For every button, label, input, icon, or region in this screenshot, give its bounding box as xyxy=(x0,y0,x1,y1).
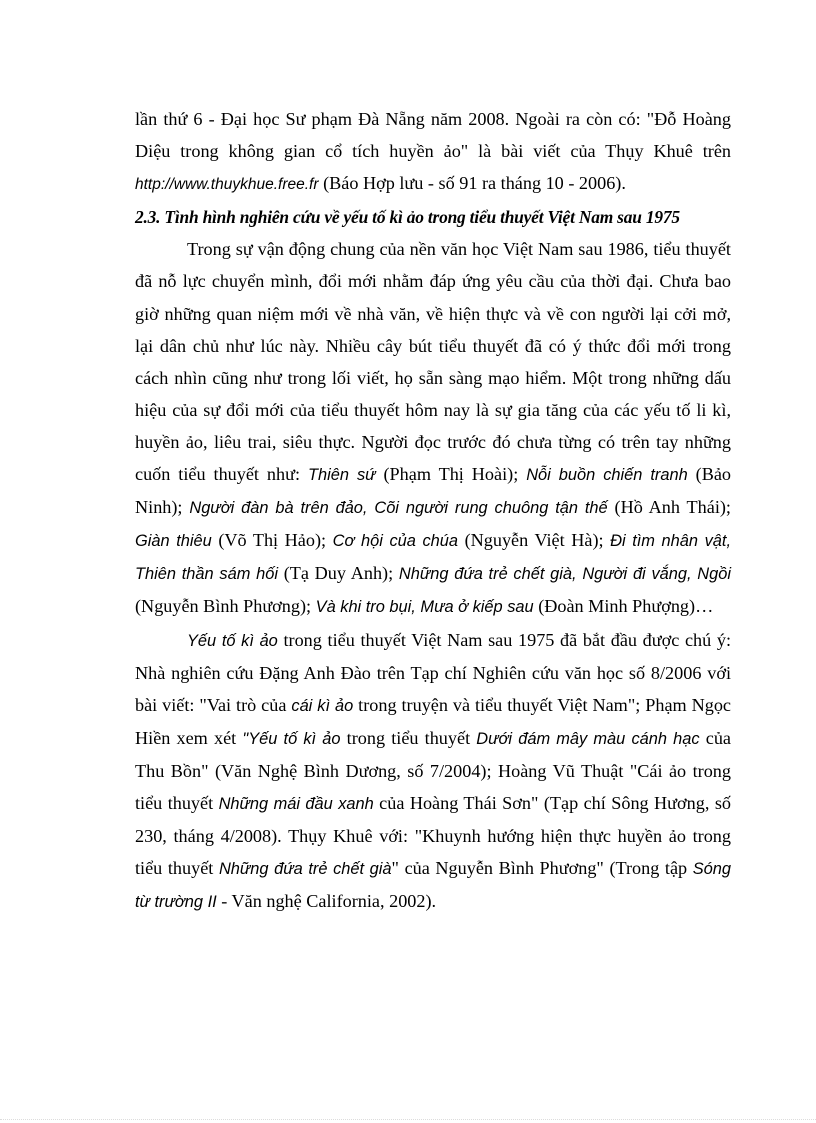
book-title: Thiên sứ xyxy=(307,466,376,485)
text-run: của Thu Bồn" (Văn Nghệ Bình Dương, số 7/2004); Hoàng Vũ Thuật "Cái ảo trong tiểu thuyết xyxy=(135,727,732,813)
book-title: Dưới đám mây màu cánh hạc xyxy=(476,729,700,748)
book-title: Người đàn bà trên đảo, Cõi người rung chuông tận thế xyxy=(189,499,608,518)
book-title: Đi tìm nhân vật, Thiên thần sám hối xyxy=(135,532,731,584)
text-run: (Phạm Thị Hoài); xyxy=(375,464,527,485)
text-run: (Bảo Ninh); xyxy=(135,464,732,518)
book-title: Những mái đầu xanh xyxy=(218,794,374,813)
book-title: Và khi tro bụi, Mưa ở kiếp sau xyxy=(315,598,534,617)
text-run: trong tiểu thuyết xyxy=(340,727,477,748)
text-run: Trong sự vận động chung của nền văn học Việt Nam sau 1986, tiểu thuyết đã nỗ lực chuyển mình, đổi mới nhằm đáp ứng yêu cầu của thời đại. Chưa bao giờ những quan niệm mới về nhà văn, về hiện thực và về con người lại cởi mở, lại dân chủ như lúc này. Nhiều cây bút tiểu thuyết đã có ý thức đổi mới trong cách nhìn cũng như trong lối viết, họ sẵn sàng mạo hiểm. Một trong những dấu hiệu của sự đổi mới của tiểu thuyết hôm nay là sự gia tăng của các yếu tố li kì, huyền ảo, liêu trai, siêu thực. Người đọc trước đó chưa từng có trên tay những cuốn tiểu thuyết như: xyxy=(135,239,731,485)
emphasis-term: cái kì ảo xyxy=(291,696,354,715)
paragraph-continuation xyxy=(135,103,731,201)
text-run: trong truyện và tiểu thuyết Việt Nam"; Phạm Ngọc Hiền xem xét xyxy=(135,694,731,748)
text-run: - Văn nghệ California, 2002). xyxy=(216,891,437,912)
book-title: Những đứa trẻ chết già, Người đi vắng, Ngồi xyxy=(398,565,731,584)
book-title: Sóng từ trường II xyxy=(135,860,732,912)
source-url: http://www.thuykhue.free.fr xyxy=(135,176,319,194)
paragraph-research xyxy=(135,624,731,919)
book-title: Cơ hội của chúa xyxy=(332,532,458,551)
emphasis-term: Yếu tố kì ảo xyxy=(187,631,278,650)
text-run: " của Nguyễn Bình Phương" (Trong tập xyxy=(391,858,693,879)
text-run: (Nguyễn Bình Phương); xyxy=(135,596,316,617)
document-body xyxy=(135,103,731,918)
book-title: Những đứa trẻ chết già xyxy=(218,860,392,879)
page-bottom-rule xyxy=(0,1119,816,1120)
text-run: của Hoàng Thái Sơn" (Tạp chí Sông Hương, số 230, tháng 4/2008). Thụy Khuê với: "Khuynh hướng hiện thực huyền ảo trong tiểu thuyết xyxy=(135,792,731,879)
emphasis-term: "Yếu tố kì ảo xyxy=(242,729,341,748)
text-run: (Nguyễn Việt Hà); xyxy=(458,530,611,551)
text-run: (Hồ Anh Thái); xyxy=(607,497,731,518)
text-run: (Võ Thị Hảo); xyxy=(211,530,333,551)
book-title: Nỗi buồn chiến tranh xyxy=(526,466,688,485)
text-run: (Báo Hợp lưu - số 91 ra tháng 10 - 2006). xyxy=(318,173,626,194)
text-run: (Tạ Duy Anh); xyxy=(277,563,399,584)
text-run: trong tiểu thuyết Việt Nam sau 1975 đã bắt đầu được chú ý: Nhà nghiên cứu Đặng Anh Đào trên Tạp chí Nghiên cứu văn học số 8/2006 với bài viết: "Vai trò của xyxy=(135,629,731,715)
text-run: (Đoàn Minh Phượng)… xyxy=(533,596,714,617)
text-run: lần thứ 6 - Đại học Sư phạm Đà Nẵng năm 2008. Ngoài ra còn có: "Đỗ Hoàng Diệu trong không gian cổ tích huyền ảo" là bài viết của Thụy Khuê trên xyxy=(135,109,731,162)
paragraph-novels xyxy=(135,233,731,623)
book-title: Giàn thiêu xyxy=(135,532,212,551)
section-heading: 2.3. Tình hình nghiên cứu về yếu tố kì ảo trong tiểu thuyết Việt Nam sau 1975 xyxy=(135,207,680,228)
